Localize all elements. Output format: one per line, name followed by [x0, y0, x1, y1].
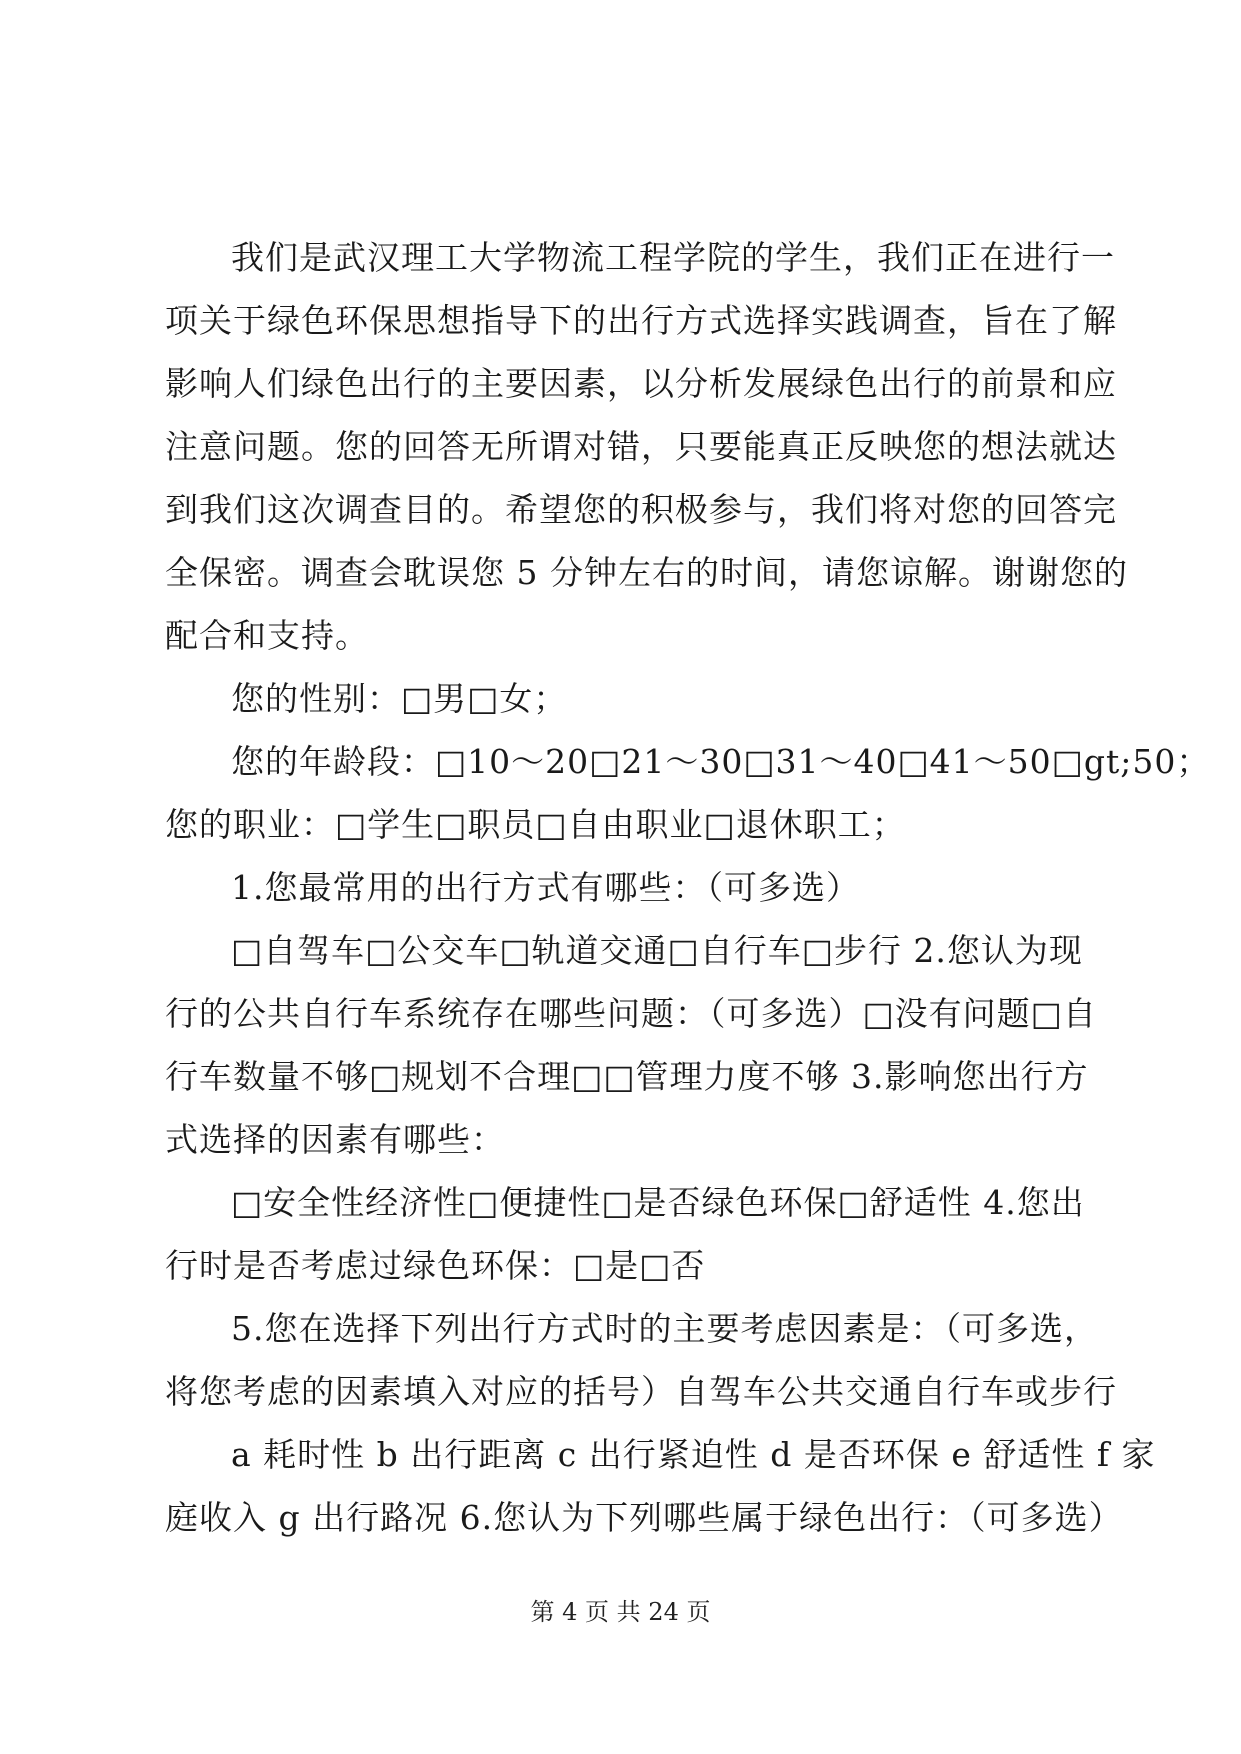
text-line: 影响人们绿色出行的主要因素，以分析发展绿色出行的前景和应: [165, 364, 1117, 403]
text-line: 到我们这次调查目的。希望您的积极参与，我们将对您的回答完: [165, 490, 1117, 529]
text-line: 式选择的因素有哪些：: [165, 1120, 505, 1159]
question-5: 5.您在选择下列出行方式时的主要考虑因素是：（可多选，: [231, 1309, 1098, 1348]
page-footer: 第 4 页 共 24 页: [530, 1598, 711, 1626]
text-line: 配合和支持。: [165, 616, 369, 655]
text-line: 注意问题。您的回答无所谓对错，只要能真正反映您的想法就达: [165, 427, 1117, 466]
gender-question: 您的性别：□男□女；: [231, 679, 568, 718]
text-line: □安全性经济性□便捷性□是否绿色环保□舒适性 4.您出: [231, 1183, 1085, 1222]
occupation-question: 您的职业：□学生□职员□自由职业□退休职工；: [165, 805, 906, 844]
text-line: 庭收入 g 出行路况 6.您认为下列哪些属于绿色出行：（可多选）: [165, 1498, 1123, 1537]
text-line: a 耗时性 b 出行距离 c 出行紧迫性 d 是否环保 e 舒适性 f 家: [231, 1435, 1156, 1474]
text-line: 行车数量不够□规划不合理□□管理力度不够 3.影响您出行方: [165, 1057, 1089, 1096]
text-line: 行时是否考虑过绿色环保：□是□否: [165, 1246, 706, 1285]
text-line: 项关于绿色环保思想指导下的出行方式选择实践调查，旨在了解: [165, 301, 1117, 340]
text-line: 我们是武汉理工大学物流工程学院的学生，我们正在进行一: [231, 238, 1115, 277]
text-line: 全保密。调查会耽误您 5 分钟左右的时间，请您谅解。谢谢您的: [165, 553, 1128, 592]
text-line: 将您考虑的因素填入对应的括号）自驾车公共交通自行车或步行: [165, 1372, 1117, 1411]
age-question: 您的年龄段：□10～20□21～30□31～40□41～50□gt;50；: [231, 742, 1211, 781]
text-line: □自驾车□公交车□轨道交通□自行车□步行 2.您认为现: [231, 931, 1083, 970]
text-line: 行的公共自行车系统存在哪些问题：（可多选）□没有问题□自: [165, 994, 1097, 1033]
document-body: [165, 226, 1211, 1549]
question-1: 1.您最常用的出行方式有哪些：（可多选）: [231, 868, 860, 907]
